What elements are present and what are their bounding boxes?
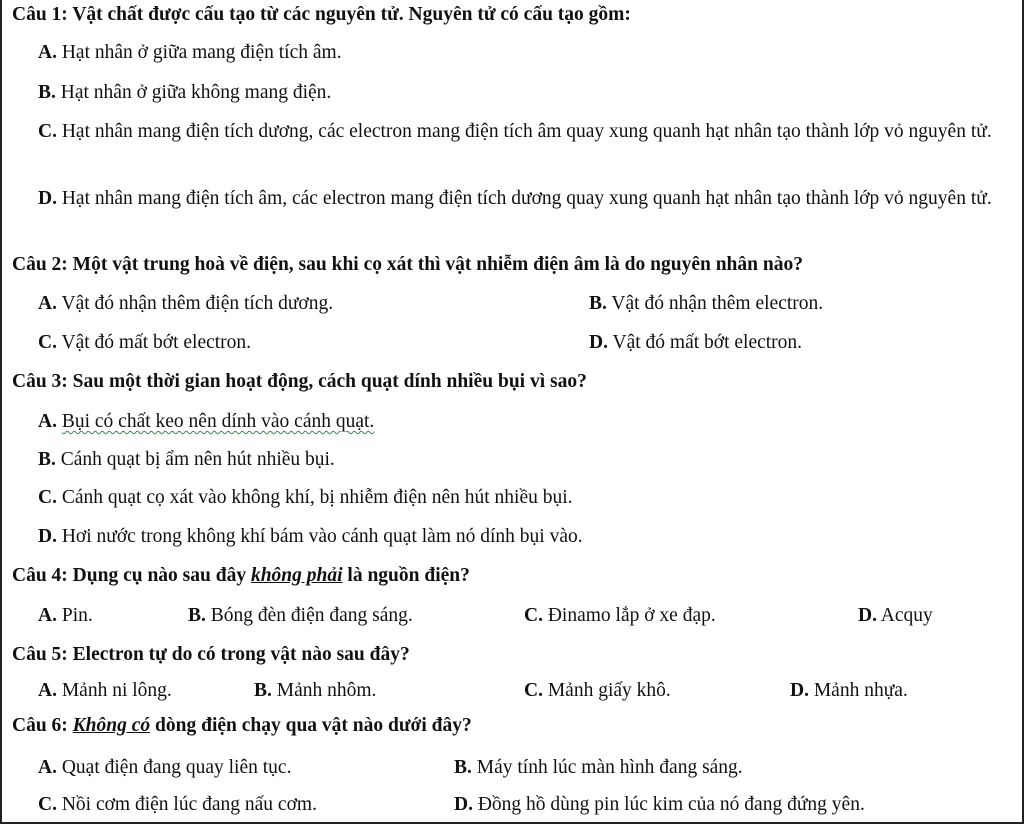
option-1d: D. Hạt nhân mang điện tích âm, các electron mang điện tích dương quay xung quanh hạt nhân tạo thành lớp vỏ nguyên tử. — [38, 188, 992, 209]
option-5d: D. Mảnh nhựa. — [790, 680, 908, 701]
option-2d: D. Vật đó mất bớt electron. — [589, 332, 803, 353]
question-emphasis: Không có — [72, 715, 151, 736]
question-number: Câu 6: — [12, 715, 68, 736]
option-3b: B. Cánh quạt bị ẩm nên hút nhiều bụi. — [38, 449, 335, 470]
option-5a: A. Mảnh ni lông. — [38, 680, 172, 701]
option-4b: B. Bóng đèn điện đang sáng. — [188, 605, 413, 626]
option-2a: A. Vật đó nhận thêm điện tích dương. — [38, 293, 334, 314]
option-1b: B. Hạt nhân ở giữa không mang điện. — [38, 82, 332, 103]
question-text-after: dòng điện chạy qua vật nào dưới đây? — [155, 715, 472, 736]
option-6b: B. Máy tính lúc màn hình đang sáng. — [454, 757, 743, 778]
option-3d: D. Hơi nước trong không khí bám vào cánh quạt làm nó dính bụi vào. — [38, 526, 583, 547]
question-number: Câu 1: — [12, 4, 68, 25]
option-4c: C. Đinamo lắp ở xe đạp. — [524, 605, 716, 626]
option-6c: C. Nồi cơm điện lúc đang nấu cơm. — [38, 794, 317, 815]
option-6d: D. Đồng hồ dùng pin lúc kim của nó đang đứng yên. — [454, 794, 865, 815]
option-4d: D. Acquy — [858, 605, 933, 626]
question-number: Câu 2: — [12, 254, 68, 275]
option-6a: A. Quạt điện đang quay liên tục. — [38, 757, 292, 778]
option-2c: C. Vật đó mất bớt electron. — [38, 332, 252, 353]
question-text: Sau một thời gian hoạt động, cách quạt dính nhiều bụi vì sao? — [72, 371, 587, 392]
question-1 — [12, 2, 631, 28]
option-5c: C. Mảnh giấy khô. — [524, 680, 671, 701]
question-number: Câu 3: — [12, 371, 68, 392]
option-4a: A. Pin. — [38, 605, 93, 626]
question-5 — [12, 642, 410, 668]
question-text: Electron tự do có trong vật nào sau đây? — [72, 644, 410, 665]
question-text: Vật chất được cấu tạo từ các nguyên tử. Nguyên tử có cấu tạo gồm: — [72, 4, 631, 25]
question-emphasis: không phải — [250, 565, 343, 586]
option-2b: B. Vật đó nhận thêm electron. — [589, 293, 824, 314]
question-text-after: là nguồn điện? — [347, 565, 470, 586]
question-text: Một vật trung hoà về điện, sau khi cọ xát thì vật nhiễm điện âm là do nguyên nhân nào? — [72, 254, 803, 275]
question-number: Câu 4: — [12, 565, 68, 586]
option-1c: C. Hạt nhân mang điện tích dương, các electron mang điện tích âm quay xung quanh hạt nhân tạo thành lớp vỏ nguyên tử. — [38, 121, 992, 142]
option-3c: C. Cánh quạt cọ xát vào không khí, bị nhiễm điện nên hút nhiều bụi. — [38, 487, 573, 508]
option-1a: A. Hạt nhân ở giữa mang điện tích âm. — [38, 42, 342, 63]
question-2 — [12, 252, 803, 278]
question-3 — [12, 369, 587, 395]
question-4 — [12, 563, 470, 589]
question-number: Câu 5: — [12, 644, 68, 665]
question-text-before: Dụng cụ nào sau đây — [72, 565, 247, 586]
option-5b: B. Mảnh nhôm. — [254, 680, 377, 701]
question-6 — [12, 713, 472, 739]
option-3a: A. Bụi có chất keo nên dính vào cánh quạt. — [38, 411, 375, 432]
